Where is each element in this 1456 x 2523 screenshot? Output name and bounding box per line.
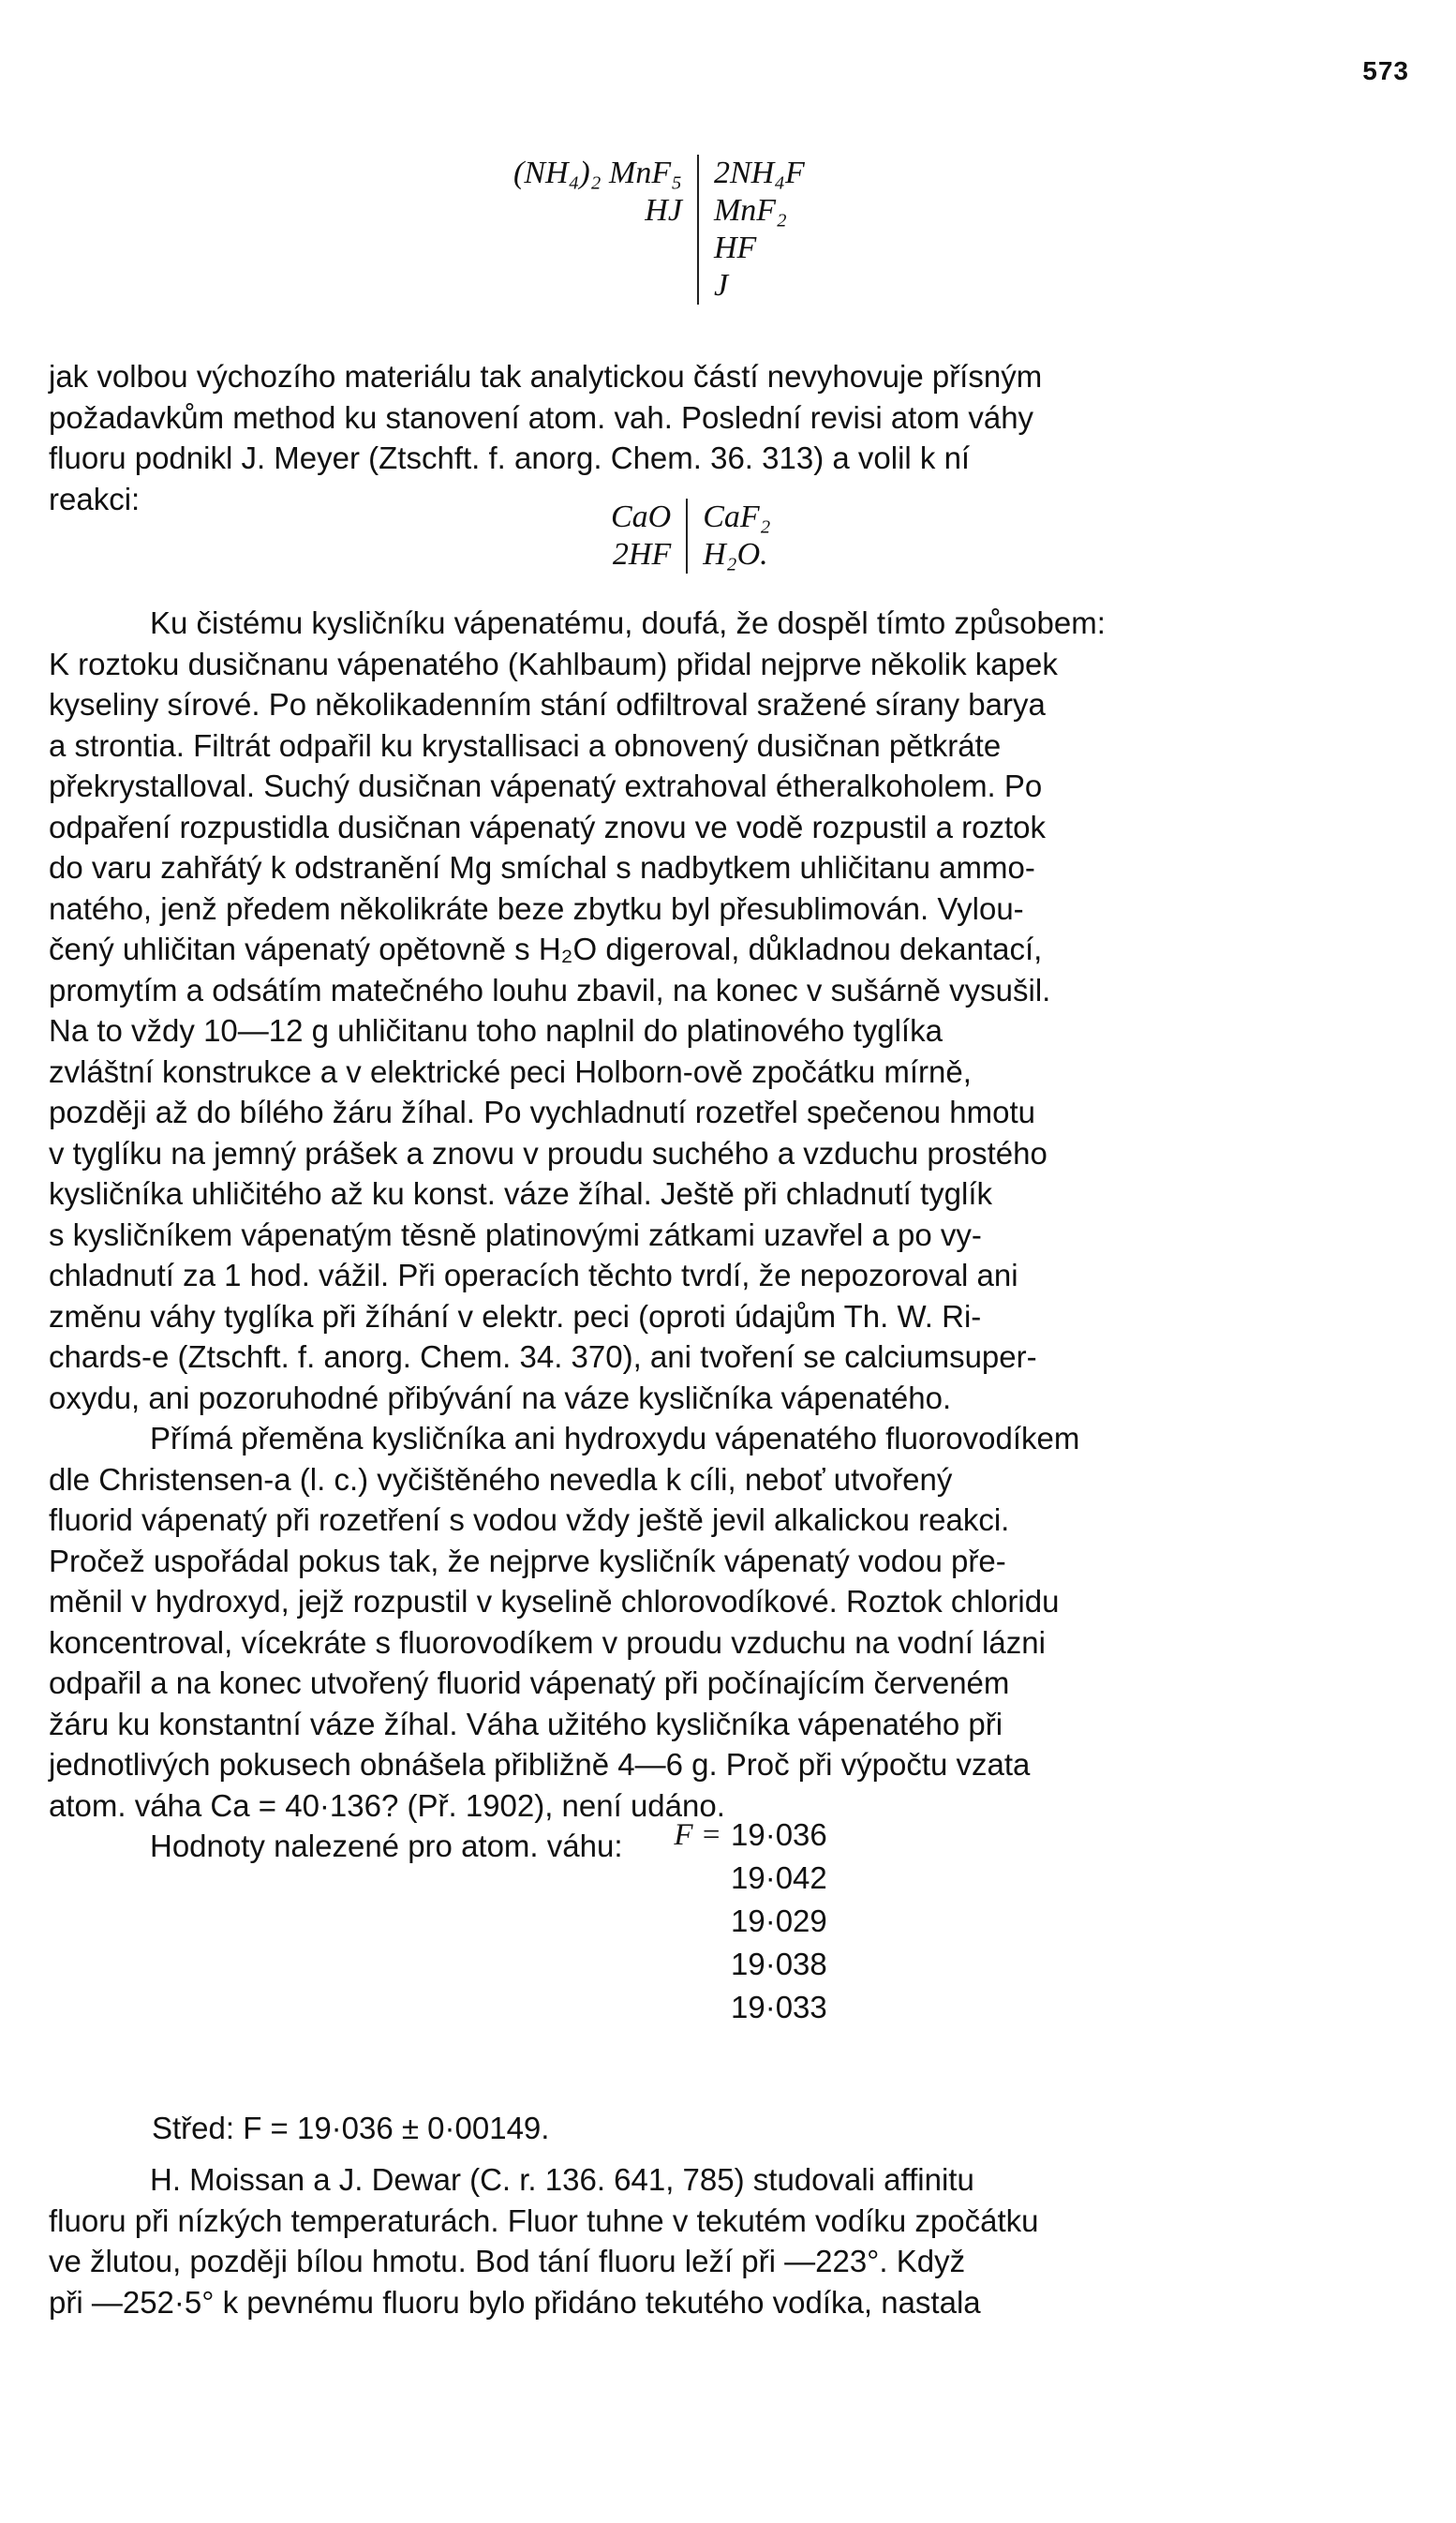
reaction-2-products — [686, 499, 770, 574]
text-line: dle Christensen-a (l. c.) vyčištěného nevedla k cíli, neboť utvořený — [49, 1461, 953, 1497]
reaction-1-product: J — [713, 268, 729, 303]
text-line: atom. váha Ca = 40·136? (Př. 1902), není udáno. — [49, 1787, 725, 1823]
text-line: Přímá přeměna kysličníka ani hydroxydu vápenatého fluorovodíkem — [150, 1421, 1080, 1456]
text-line: chards-e (Ztschft. f. anorg. Chem. 34. 370), ani tvoření se calciumsuper- — [49, 1339, 1037, 1374]
value-number: 19·033 — [731, 1990, 827, 2024]
text-line: reakci: — [49, 481, 141, 516]
value-number: 19·042 — [731, 1860, 827, 1895]
text-line: čený uhličitan vápenatý opětovně s H₂O digeroval, důkladnou dekantací, — [49, 932, 1043, 966]
text-line: jak volbou výchozího materiálu tak analytickou částí nevyhovuje přísným — [49, 359, 1043, 394]
reaction-2-reactants — [611, 499, 686, 574]
reaction-1-reactant — [513, 267, 682, 305]
text-line: ve žlutou, později bílou hmotu. Bod tání fluoru leží při —223°. Když — [49, 2244, 966, 2278]
text-line: promytím a odsátím matečného louhu zbavil, na konec v sušárně vysušil. — [49, 972, 1051, 1008]
paragraph-preparation — [49, 603, 1411, 1867]
text-line: s kysličníkem vápenatým těsně platinovými zátkami uzavřel a po vy- — [49, 1217, 982, 1252]
text-line: chladnutí za 1 hod. vážil. Při operacích těchto tvrdí, že nepozoroval ani — [49, 1258, 1018, 1292]
atomic-weight-values — [587, 1814, 918, 2029]
text-line: oxydu, ani pozoruhodné přibývání na váze kysličníka vápenatého. — [49, 1380, 952, 1415]
value-row — [587, 1857, 918, 1900]
value-symbol-spacer — [587, 1986, 731, 2029]
text-line: fluorid vápenatý při rozetření s vodou vždy ještě jevil alkalickou reakci. — [49, 1502, 1010, 1537]
text-line: zvláštní konstrukce a v elektrické peci Holborn-ově zpočátku mírně, — [49, 1053, 972, 1089]
text-line: odpaření rozpustidla dusičnan vápenatý znovu ve vodě rozpustil a roztok — [49, 809, 1046, 844]
text-line: v tyglíku na jemný prášek a znovu v proudu suchého a vzduchu prostého — [49, 1135, 1047, 1171]
page-number: 573 — [1362, 56, 1409, 85]
text-line: Hodnoty nalezené pro atom. váhu: — [150, 1829, 623, 1863]
paragraph-meyer-intro — [49, 356, 1411, 519]
text-line: fluoru podnikl J. Meyer (Ztschft. f. anorg. Chem. 36. 313) a volil k ní — [49, 440, 971, 475]
text-line: Ku čistému kysličníku vápenatému, doufá, že dospěl tímto způsobem: — [150, 605, 1106, 640]
value-symbol-spacer — [587, 1943, 731, 1986]
reaction-1-product: HF — [713, 231, 757, 265]
text-line: K roztoku dusičnanu vápenatého (Kahlbaum) přidal nejprve několik kapek — [49, 646, 1058, 681]
value-row — [587, 1986, 918, 2029]
reaction-1-reactants — [513, 155, 697, 305]
reaction-scheme-1 — [513, 155, 805, 305]
reaction-1-reactant — [513, 230, 682, 267]
text-line: do varu zahřátý k odstranění Mg smíchal s nadbytkem uhličitanu ammo- — [49, 850, 1035, 885]
text-line: fluoru při nízkých temperaturách. Fluor tuhne v tekutém vodíku zpočátku — [49, 2202, 1039, 2238]
text-line: kyseliny sírové. Po několikadenním stání odfiltroval sražené sírany barya — [49, 687, 1046, 722]
value-row — [587, 1943, 918, 1986]
reaction-1-reactant: (NH₄)₂ MnF₅ — [513, 156, 682, 190]
value-symbol-spacer — [587, 1900, 731, 1943]
text-line: jednotlivých pokusech obnášela přibližně 4—6 g. Proč při výpočtu vzata — [49, 1747, 1031, 1782]
text-line: kysličníka uhličitého až ku konst. váze žíhal. Ještě při chladnutí tyglík — [49, 1176, 992, 1211]
value-number: 19·038 — [731, 1947, 827, 1981]
text-line: překrystalloval. Suchý dusičnan vápenatý extrahoval étheralkoholem. Po — [49, 769, 1043, 803]
value-row — [587, 1900, 918, 1943]
text-line: změnu váhy tyglíka při žíhání v elektr. peci (oproti údajům Th. W. Ri- — [49, 1298, 982, 1334]
text-line: Na to vždy 10—12 g uhličitanu toho naplnil do platinového tyglíka — [49, 1013, 943, 1048]
value-number: 19·036 — [731, 1817, 827, 1852]
text-line: měnil v hydroxyd, jejž rozpustil v kyselině chlorovodíkové. Roztok chloridu — [49, 1584, 1060, 1619]
reaction-1-product: 2NH₄F — [713, 156, 805, 190]
reaction-1-product: MnF₂ — [713, 193, 787, 228]
value-number: 19·029 — [731, 1903, 827, 1938]
text-line: odpařil a na konec utvořený fluorid vápenatý při počínajícím červeném — [49, 1665, 1010, 1700]
text-line: při —252·5° k pevnému fluoru bylo přidáno tekutého vodíka, nastala — [49, 2284, 981, 2320]
text-line: žáru ku konstantní váze žíhal. Váha užitého kysličníka vápenatého při — [49, 1706, 1003, 1741]
reaction-2-product: CaF₂ — [703, 500, 771, 534]
text-line: a strontia. Filtrát odpařil ku krystallisaci a obnovený dusičnan pětkráte — [49, 727, 1002, 763]
paragraph-moissan-dewar — [49, 2159, 1411, 2322]
value-symbol: F = — [674, 1818, 721, 1852]
reaction-1-reactant: HJ — [645, 193, 682, 228]
reaction-1-products — [697, 155, 805, 305]
text-line: Pročež uspořádal pokus tak, že nejprve kysličník vápenatý vodou pře- — [49, 1543, 1006, 1578]
reaction-2-reactant: 2HF — [612, 537, 672, 572]
reaction-2-reactant: CaO — [611, 500, 672, 534]
reaction-2-product: H₂O. — [703, 537, 768, 572]
value-symbol-spacer — [587, 1857, 731, 1900]
value-row — [587, 1814, 918, 1857]
text-line: požadavkům method ku stanovení atom. vah. Poslední revisi atom váhy — [49, 399, 1034, 435]
text-line: natého, jenž předem několikráte beze zbytku byl přesublimován. Vylou- — [49, 890, 1024, 926]
mean-value: Střed: F = 19·036 ± 0·00149. — [152, 2111, 550, 2145]
text-line: H. Moissan a J. Dewar (C. r. 136. 641, 785) studovali affinitu — [150, 2162, 974, 2197]
text-line: později až do bílého žáru žíhal. Po vychladnutí rozetřel spečenou hmotu — [49, 1095, 1035, 1129]
text-line: koncentroval, vícekráte s fluorovodíkem v proudu vzduchu na vodní lázni — [49, 1624, 1046, 1660]
reaction-scheme-2 — [611, 499, 771, 574]
